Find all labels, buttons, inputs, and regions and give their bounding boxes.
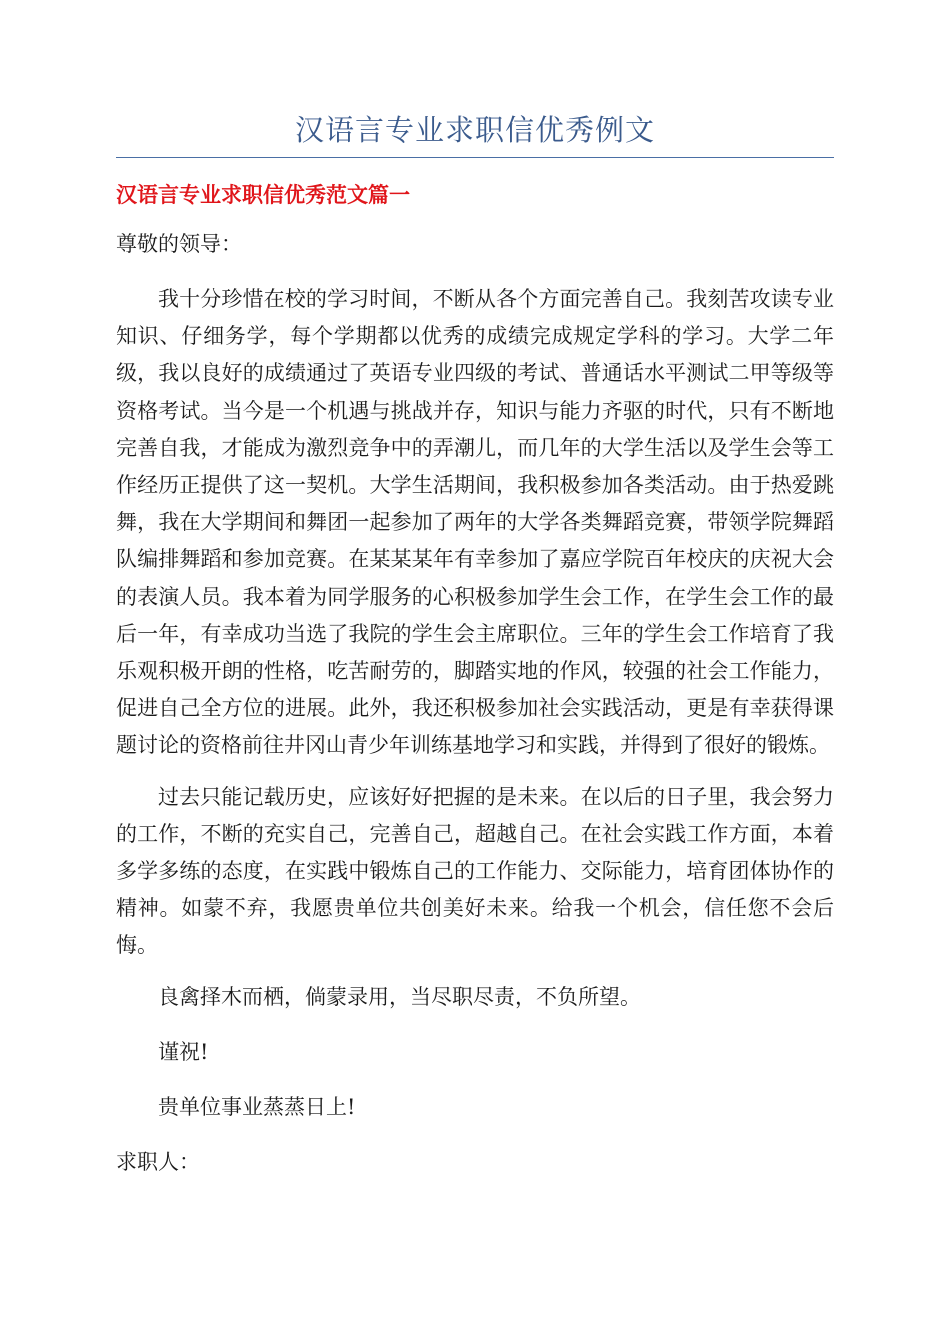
- salutation: 尊敬的领导：: [116, 232, 242, 256]
- document-title: 汉语言专业求职信优秀例文: [294, 113, 655, 147]
- document-page: [116, 108, 834, 1181]
- body-paragraph-1: 我十分珍惜在校的学习时间，不断从各个方面完善自己。我刻苦攻读专业知识、仔细务学，每个学期都以优秀的成绩完成规定学科的学习。大学二年级，我以良好的成绩通过了英语专业四级的考试、普通话水平测试二甲等级等资格考试。当今是一个机遇与挑战并存，知识与能力齐驱的时代，只有不断地完善自我，才能成为激烈竞争中的弄潮儿，而几年的大学生活以及学生会等工作经历正提供了这一契机。大学生活期间，我积极参加各类活动。由于热爱跳舞，我在大学期间和舞团一起参加了两年的大学各类舞蹈竞赛，带领学院舞蹈队编排舞蹈和参加竞赛。在某某某年有幸参加了嘉应学院百年校庆的庆祝大会的表演人员。我本着为同学服务的心积极参加学生会工作，在学生会工作的最后一年，有幸成功当选了我院的学生会主席职位。三年的学生会工作培育了我乐观积极开朗的性格，吃苦耐劳的，脚踏实地的作风，较强的社会工作能力，促进自己全方位的进展。此外，我还积极参加社会实践活动，更是有幸获得课题讨论的资格前往井冈山青少年训练基地学习和实践，并得到了很好的锻炼。: [116, 287, 834, 758]
- signature-label: 求职人：: [116, 1149, 200, 1174]
- body-paragraph-3: 良禽择木而栖，倘蒙录用，当尽职尽责，不负所望。: [158, 984, 641, 1009]
- section-heading: 汉语言专业求职信优秀范文篇一: [116, 183, 410, 207]
- closing-wish: 谨祝!: [158, 1039, 209, 1064]
- body-paragraph-2: 过去只能记载历史，应该好好把握的是未来。在以后的日子里，我会努力的工作，不断的充实自己，完善自己，超越自己。在社会实践工作方面，本着多学多练的态度，在实践中锻炼自己的工作能力、交际能力，培育团体协作的精神。如蒙不弃，我愿贵单位共创美好未来。给我一个机会，信任您不会后悔。: [116, 784, 834, 958]
- title-underline: [116, 157, 834, 158]
- closing-blessing: 贵单位事业蒸蒸日上!: [158, 1094, 356, 1119]
